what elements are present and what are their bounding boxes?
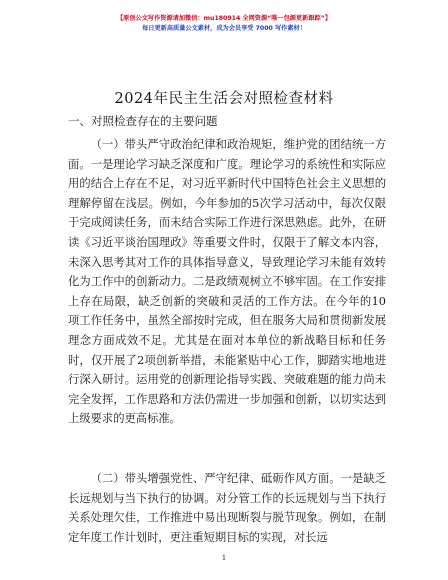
paragraph-text: （二）带头增强党性、严守纪律、砥砺作风方面。一是缺乏长远规划与当下执行的协调。对分管工作的长远规划与当下执行关系处理欠佳，工作推进中易出现断裂与脱节现象。例如，在制定年度工作计划时，更注重短期目标的实现，对长远 xyxy=(68,472,386,544)
page-number: 1 xyxy=(221,553,227,562)
promo-banner-line-2: 每日更新高质量公文素材，成为会员享受 7000 写作素材！ xyxy=(142,25,306,32)
paragraph-text: （一）带头严守政治纪律和政治规矩，维护党的团结统一方面。一是理论学习缺乏深度和广度。理论学习的系统性和实际应用的结合上存在不足，对习近平新时代中国特色社会主义思想的理解停留在浅层。例如，今年参加的5次学习活动中，每次仅限于完成阅读任务，而未结合实际工作进行深思熟虑。此外，在研读《习近平谈治国理政》等重要文件时，仅限于了解文本内容，未深入思考其对工作的具体指导意义，导致理论学习未能有效转化为工作中的创新动力。二是政绩观树立不够牢固。在工作安排上存在局限，缺乏创新的突破和灵活的工作方法。在今年的10项工作任务中，虽然全部按时完成，但在服务大局和贯彻新发展理念方面成效不足。尤其是在面对本单位的新战略目标和任务时，仅开展了2项创新举措，未能紧贴中心工作，脚踏实地地进行深入研讨。运用党的创新理论指导实践、突破难题的能力尚未完全发挥，工作思路和方法仍需进一步加强和创新，以切实达到上级要求的更高标准。 xyxy=(68,138,386,426)
body-paragraph-1 xyxy=(68,135,386,429)
promo-banner-line-1: 【原创公文写作资源请加微信：mu180914 全网资源“唯一包源更新跟踪”】 xyxy=(116,15,332,22)
document-title: 2024年民主生活会对照检查材料 xyxy=(114,91,334,107)
section-heading: 一、对照检查存在的主要问题 xyxy=(68,114,218,128)
body-paragraph-2 xyxy=(68,469,386,547)
